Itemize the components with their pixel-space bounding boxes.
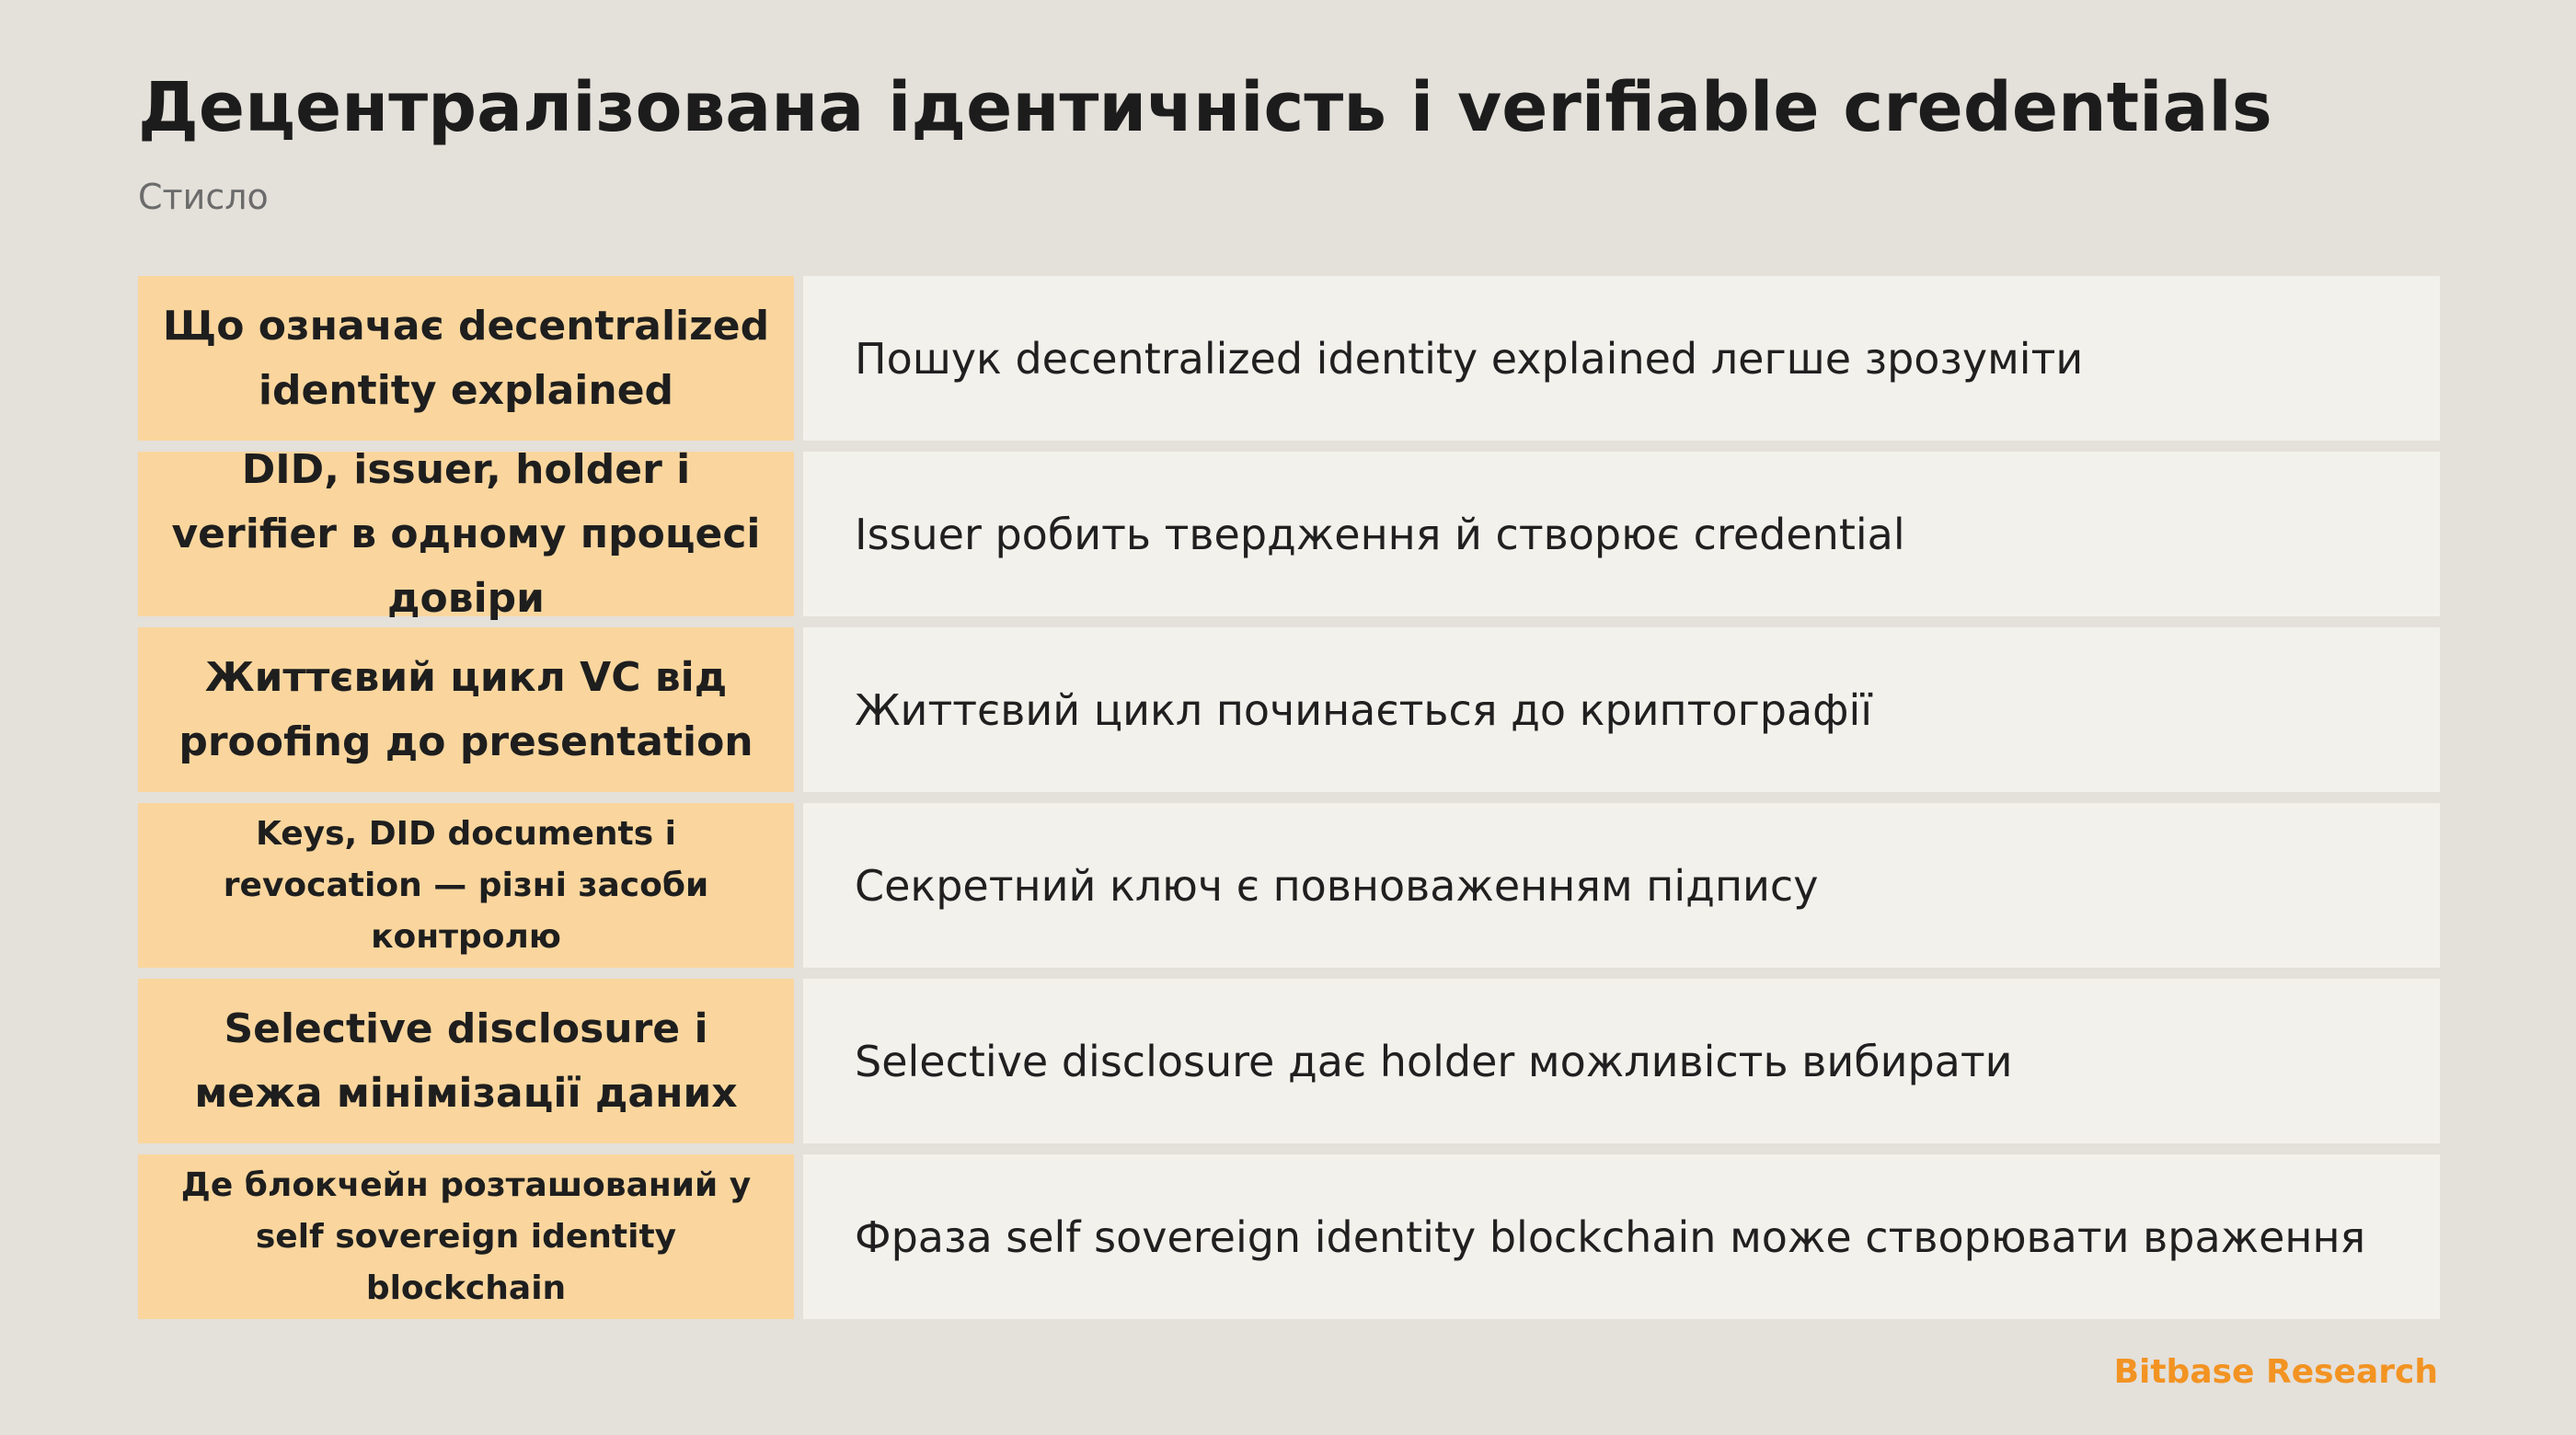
table-row	[138, 1154, 2440, 1319]
row-summary: Фраза self sovereign identity blockchain може створювати враження	[803, 1154, 2440, 1319]
table-row	[138, 276, 2440, 441]
brand-label: Bitbase Research	[2113, 1353, 2438, 1391]
summary-table	[138, 276, 2440, 1319]
row-topic: Keys, DID documents і revocation — різні засоби контролю	[138, 803, 794, 968]
table-row	[138, 803, 2440, 968]
row-topic: Життєвий цикл VC від proofing до presentation	[138, 627, 794, 792]
row-topic: DID, issuer, holder і verifier в одному процесі довіри	[138, 452, 794, 616]
row-summary: Секретний ключ є повноваженням підпису	[803, 803, 2440, 968]
row-summary: Життєвий цикл починається до криптографії	[803, 627, 2440, 792]
table-row	[138, 979, 2440, 1143]
row-topic: Що означає decentralized identity explained	[138, 276, 794, 441]
row-topic: Де блокчейн розташований у self sovereign identity blockchain	[138, 1154, 794, 1319]
slide-title: Децентралізована ідентичність і verifiable credentials	[138, 68, 2272, 147]
slide-subtitle: Стисло	[138, 177, 269, 217]
row-summary: Пошук decentralized identity explained легше зрозуміти	[803, 276, 2440, 441]
row-summary: Issuer робить твердження й створює credential	[803, 452, 2440, 616]
row-topic: Selective disclosure і межа мінімізації даних	[138, 979, 794, 1143]
row-summary: Selective disclosure дає holder можливість вибирати	[803, 979, 2440, 1143]
table-row	[138, 445, 2440, 622]
table-row	[138, 627, 2440, 792]
